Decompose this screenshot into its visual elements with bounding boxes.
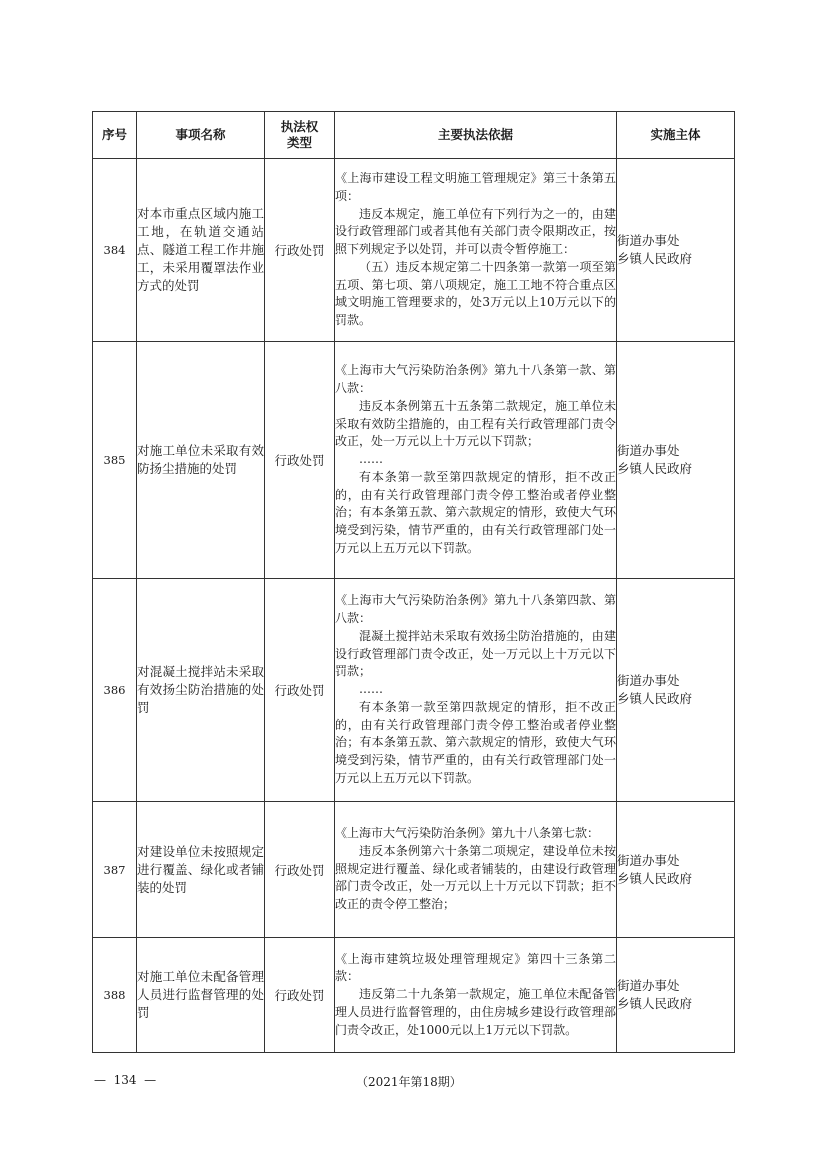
legal-basis [335, 938, 617, 1053]
issue-label: （2021年第18期） [356, 1075, 462, 1089]
subject-line: 乡镇人民政府 [617, 461, 693, 476]
basis-citation: 《上海市建筑垃圾处理管理规定》第四十三条第二款： [335, 951, 616, 984]
basis-citation: 《上海市大气污染防治条例》第九十八条第七款： [335, 826, 600, 840]
legal-basis [335, 159, 617, 342]
subject-line: 街道办事处 [617, 673, 680, 688]
subject-line: 街道办事处 [617, 978, 680, 993]
legal-basis [335, 802, 617, 938]
table-header-row [93, 112, 735, 159]
implementing-body [617, 802, 735, 938]
table-row [93, 159, 735, 342]
basis-clause: 违反本条例第五十五条第二款规定，施工单位未采取有效防尘措施的，由工程有关行政管理部门责令改正，处一万元以上十万元以下罚款； [335, 398, 616, 449]
header-name: 事项名称 [137, 112, 265, 159]
basis-clause: 违反本规定，施工单位有下列行为之一的，由建设行政管理部门或者其他有关部门责令限期改正，按照下列规定予以处罚，并可以责令暂停施工： [335, 206, 616, 257]
enforcement-type: 行政处罚 [265, 579, 335, 802]
header-basis: 主要执法依据 [335, 112, 617, 159]
header-type [265, 112, 335, 159]
subject-line: 乡镇人民政府 [617, 691, 693, 706]
header-num: 序号 [93, 112, 137, 159]
basis-clause: 违反本条例第六十条第二项规定，建设单位未按照规定进行覆盖、绿化或者铺装的，由建设行政管理部门责令改正，处一万元以上十万元以下罚款；拒不改正的责令停工整治； [335, 843, 616, 912]
enforcement-type: 行政处罚 [265, 938, 335, 1053]
law-enforcement-table [92, 111, 735, 1053]
item-name: 对本市重点区域内施工工地，在轨道交通站点、隧道工程工作井施工，未采用覆罩法作业方式的处罚 [137, 159, 265, 342]
enforcement-type: 行政处罚 [265, 342, 335, 579]
subject-line: 街道办事处 [617, 852, 680, 868]
page-number: — 134 — [94, 1073, 157, 1087]
basis-citation: 《上海市大气污染防治条例》第九十八条第四款、第八款： [335, 593, 616, 625]
item-name: 对混凝土搅拌站未采取有效扬尘防治措施的处罚 [137, 579, 265, 802]
subject-line: 乡镇人民政府 [617, 996, 693, 1011]
basis-ellipsis: …… [359, 452, 383, 467]
basis-clause: （五）违反本规定第二十四条第一款第一项至第五项、第七项、第八项规定，施工工地不符合重点区域文明施工管理要求的，处3万元以上10万元以下的罚款。 [335, 259, 616, 328]
enforcement-type: 行政处罚 [265, 802, 335, 938]
item-name: 对施工单位未配备管理人员进行监督管理的处罚 [137, 938, 265, 1053]
subject-line: 乡镇人民政府 [617, 251, 693, 266]
basis-citation: 《上海市建设工程文明施工管理规定》第三十条第五项： [335, 170, 616, 203]
table-row [93, 579, 735, 802]
legal-basis [335, 579, 617, 802]
enforcement-type: 行政处罚 [265, 159, 335, 342]
implementing-body [617, 342, 735, 579]
implementing-body [617, 159, 735, 342]
table-row [93, 342, 735, 579]
table-row [93, 802, 735, 938]
item-name: 对建设单位未按照规定进行覆盖、绿化或者铺装的处罚 [137, 802, 265, 938]
basis-clause: 违反第二十九条第一款规定，施工单位未配备管理人员进行监督管理的，由住房城乡建设行政管理部门责令改正，处1000元以上1万元以下罚款。 [335, 987, 616, 1037]
row-number: 385 [93, 342, 137, 579]
basis-citation: 《上海市大气污染防治条例》第九十八条第一款、第八款： [335, 363, 616, 395]
table-row [93, 938, 735, 1053]
header-subject: 实施主体 [617, 112, 735, 159]
basis-clause: 有本条第一款至第四款规定的情形，拒不改正的，由有关行政管理部门责令停工整治或者停业整治；有本条第五款、第六款规定的情形，致使大气环境受到污染，情节严重的，由有关行政管理部门处一万元以上五万元以下罚款。 [335, 469, 616, 556]
legal-basis [335, 342, 617, 579]
basis-ellipsis: …… [359, 682, 383, 697]
implementing-body [617, 579, 735, 802]
subject-line: 街道办事处 [617, 443, 680, 458]
implementing-body [617, 938, 735, 1053]
row-number: 386 [93, 579, 137, 802]
subject-line: 乡镇人民政府 [617, 870, 693, 886]
row-number: 388 [93, 938, 137, 1053]
row-number: 384 [93, 159, 137, 342]
header-type-label: 执法权类型 [280, 119, 319, 150]
row-number: 387 [93, 802, 137, 938]
item-name: 对施工单位未采取有效防扬尘措施的处罚 [137, 342, 265, 579]
basis-clause: 有本条第一款至第四款规定的情形，拒不改正的，由有关行政管理部门责令停工整治或者停业整治；有本条第五款、第六款规定的情形，致使大气环境受到污染，情节严重的，由有关行政管理部门处一万元以上五万元以下罚款。 [335, 699, 616, 786]
subject-line: 街道办事处 [617, 233, 680, 248]
basis-clause: 混凝土搅拌站未采取有效扬尘防治措施的，由建设行政管理部门责令改正，处一万元以上十万元以下罚款； [335, 628, 616, 679]
